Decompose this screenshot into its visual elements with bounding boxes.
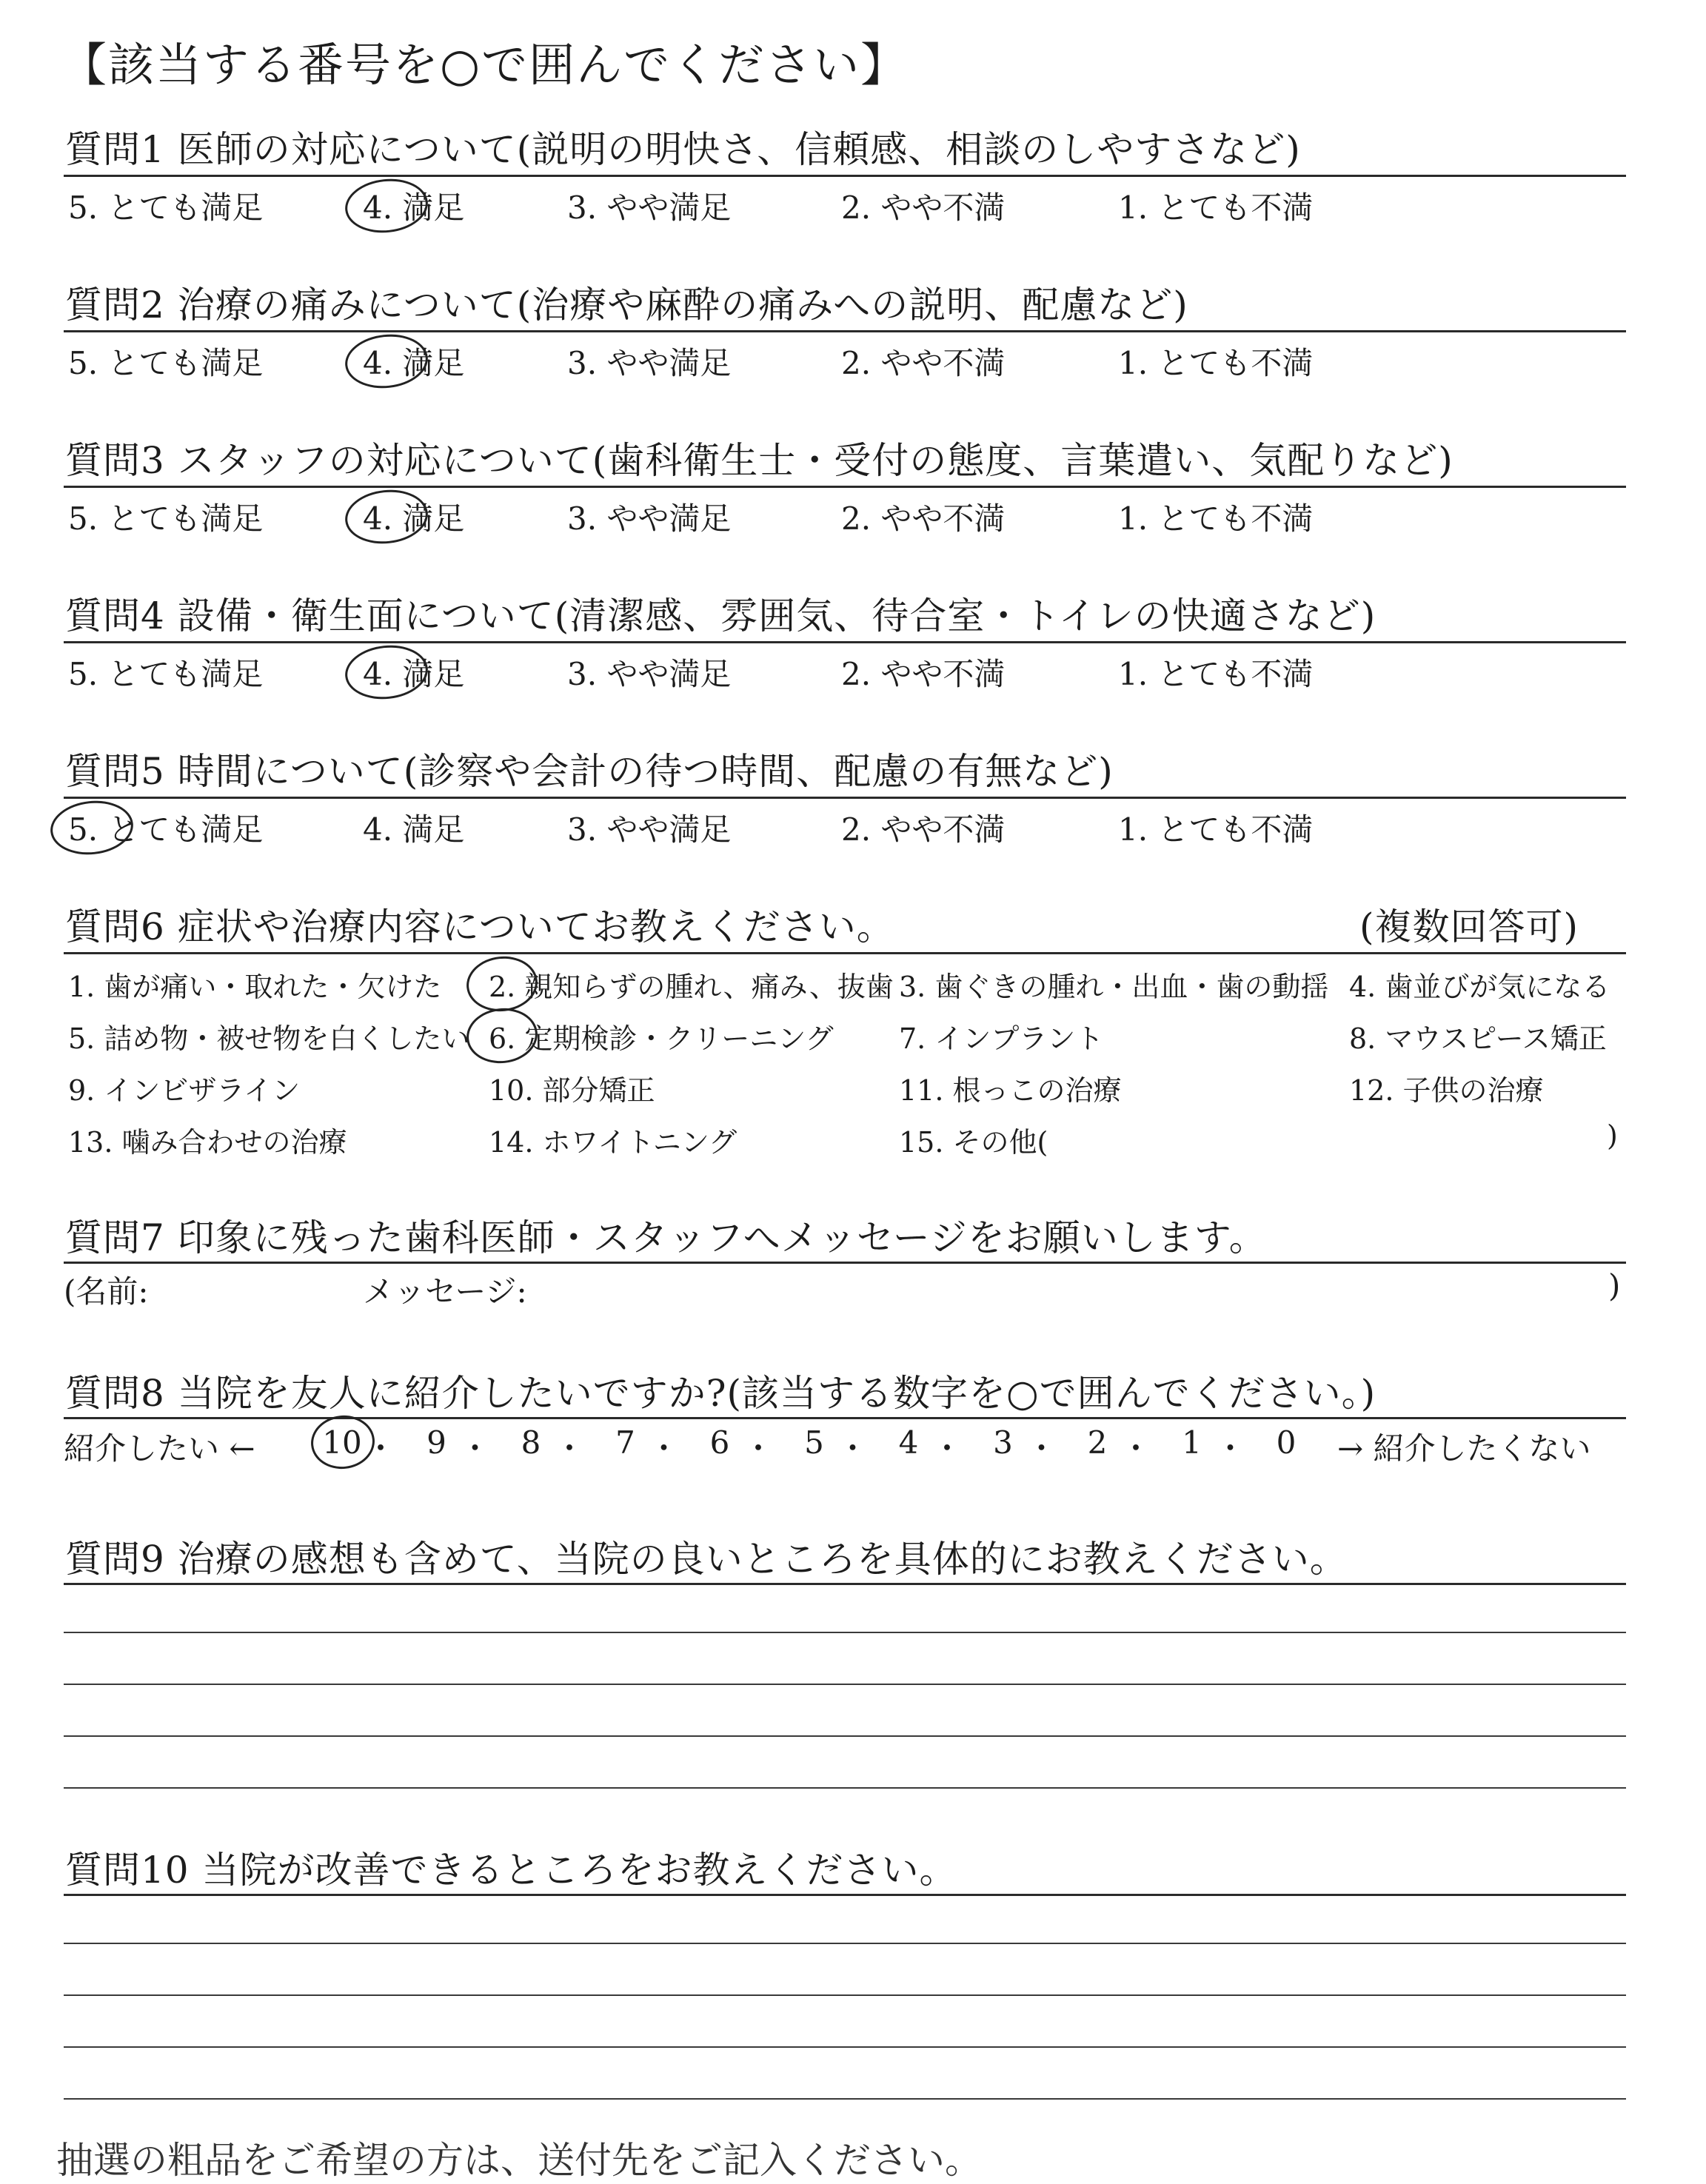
rating-option: 1. とても不満 — [1118, 500, 1314, 537]
rating-option: 2. やや不満 — [841, 500, 1006, 537]
answer-line — [64, 2046, 1626, 2048]
answer-line — [64, 1787, 1626, 1789]
question-9-title: 質問9 治療の感想も含めて、当院の良いところを具体的にお教えください。 — [65, 1538, 1348, 1581]
scale-value: 8 — [521, 1424, 541, 1461]
question-10-title: 質問10 当院が改善できるところをお教えください。 — [65, 1849, 957, 1892]
question-4-rule — [64, 641, 1626, 643]
rating-option: 5. とても満足 — [68, 500, 264, 537]
rating-option: 5. とても満足 — [68, 190, 264, 226]
scale-value: 3 — [993, 1424, 1013, 1461]
question-5-rule — [64, 797, 1626, 799]
symptom-option: 11. 根っこの治療 — [899, 1074, 1122, 1107]
scale-value: 6 — [709, 1424, 730, 1461]
scale-separator: ・ — [742, 1430, 774, 1467]
question-10-rule — [64, 1894, 1626, 1896]
rating-option: 5. とても満足 — [68, 345, 264, 381]
question-6-rule — [64, 952, 1626, 954]
scale-value: 2 — [1087, 1424, 1108, 1461]
scale-value: 0 — [1276, 1424, 1297, 1461]
symptom-option: 7. インプラント — [899, 1022, 1104, 1055]
scale-separator: ・ — [837, 1430, 869, 1467]
scale-value: 9 — [426, 1424, 446, 1461]
scale-value: 10 — [322, 1424, 362, 1461]
rating-option: 4. 満足 — [363, 500, 465, 537]
answer-line — [64, 1684, 1626, 1685]
name-label: (名前: — [64, 1273, 149, 1310]
footer-note: 抽選の粗品をご希望の方は、送付先をご記入ください。 — [56, 2139, 982, 2182]
recommend-left-label: 紹介したい ← — [64, 1430, 255, 1467]
question-1-title: 質問1 医師の対応について(説明の明快さ、信頼感、相談のしやすさなど) — [65, 128, 1301, 171]
answer-line — [64, 1735, 1626, 1737]
question-2-rule — [64, 330, 1626, 332]
rating-option: 4. 満足 — [363, 656, 465, 692]
selected-circle — [464, 1005, 540, 1067]
symptom-option: 6. 定期検診・クリーニング — [489, 1022, 834, 1055]
rating-option: 3. やや満足 — [567, 811, 732, 848]
question-6-note: (複数回答可) — [1359, 905, 1579, 948]
symptom-option: 1. 歯が痛い・取れた・欠けた — [68, 971, 442, 1003]
question-3-title: 質問3 スタッフの対応について(歯科衛生士・受付の態度、言葉遣い、気配りなど) — [65, 439, 1454, 482]
rating-option: 5. とても満足 — [68, 811, 264, 848]
answer-line — [64, 1632, 1626, 1633]
symptom-option: 2. 親知らずの腫れ、痛み、抜歯 — [489, 971, 894, 1003]
answer-line — [64, 1943, 1626, 1944]
selected-circle — [464, 953, 540, 1015]
question-8-title: 質問8 当院を友人に紹介したいですか?(該当する数字を○で囲んでください。) — [65, 1372, 1376, 1415]
recommend-right-label: → 紹介したくない — [1337, 1430, 1591, 1467]
question-6-title: 質問6 症状や治療内容についてお教えください。 — [65, 905, 894, 948]
rating-option: 1. とても不満 — [1118, 190, 1314, 226]
question-3-rule — [64, 486, 1626, 488]
symptom-option: 3. 歯ぐきの腫れ・出血・歯の動揺 — [899, 971, 1329, 1003]
message-label: メッセージ: — [363, 1273, 527, 1310]
question-9-rule — [64, 1583, 1626, 1585]
question-8-rule — [64, 1417, 1626, 1419]
symptom-option: 5. 詰め物・被せ物を白くしたい — [68, 1022, 470, 1055]
question-5-title: 質問5 時間について(診察や会計の待つ時間、配慮の有無など) — [65, 750, 1114, 793]
rating-option: 3. やや満足 — [567, 500, 732, 537]
rating-option: 3. やや満足 — [567, 345, 732, 381]
question-4-title: 質問4 設備・衛生面について(清潔感、雰囲気、待合室・トイレの快適さなど) — [65, 594, 1376, 637]
scale-value: 1 — [1182, 1424, 1202, 1461]
symptom-option: 13. 噛み合わせの治療 — [68, 1126, 347, 1159]
scale-separator: ・ — [648, 1430, 680, 1467]
rating-option: 1. とても不満 — [1118, 345, 1314, 381]
scale-separator: ・ — [364, 1430, 396, 1467]
rating-option: 3. やや満足 — [567, 656, 732, 692]
scale-value: 7 — [615, 1424, 635, 1461]
rating-option: 4. 満足 — [363, 190, 465, 226]
symptom-option: 10. 部分矯正 — [489, 1074, 655, 1107]
scale-separator: ・ — [1026, 1430, 1057, 1467]
rating-option: 1. とても不満 — [1118, 656, 1314, 692]
scale-separator: ・ — [459, 1430, 491, 1467]
scale-separator: ・ — [1120, 1430, 1151, 1467]
scale-value: 5 — [804, 1424, 824, 1461]
symptom-option: 15. その他( — [899, 1126, 1048, 1159]
rating-option: 4. 満足 — [363, 811, 465, 848]
question-7-rule — [64, 1262, 1626, 1264]
symptom-option: 4. 歯並びが気になる — [1349, 971, 1610, 1003]
rating-option: 5. とても満足 — [68, 656, 264, 692]
scale-separator: ・ — [553, 1430, 585, 1467]
question-2-title: 質問2 治療の痛みについて(治療や麻酔の痛みへの説明、配慮など) — [65, 284, 1188, 326]
answer-line — [64, 1994, 1626, 1996]
symptom-option: 14. ホワイトニング — [489, 1126, 737, 1159]
symptom-option: 9. インビザライン — [68, 1074, 301, 1107]
scale-separator: ・ — [931, 1430, 963, 1467]
answer-line — [64, 2098, 1626, 2100]
symptom-option: 12. 子供の治療 — [1349, 1074, 1544, 1107]
rating-option: 4. 満足 — [363, 345, 465, 381]
rating-option: 2. やや不満 — [841, 345, 1006, 381]
question-1-rule — [64, 175, 1626, 177]
rating-option: 1. とても不満 — [1118, 811, 1314, 848]
rating-option: 2. やや不満 — [841, 656, 1006, 692]
rating-option: 3. やや満足 — [567, 190, 732, 226]
symptom-option: 8. マウスピース矯正 — [1349, 1022, 1607, 1055]
rating-option: 2. やや不満 — [841, 811, 1006, 848]
scale-separator: ・ — [1214, 1430, 1246, 1467]
rating-option: 2. やや不満 — [841, 190, 1006, 226]
question-7-title: 質問7 印象に残った歯科医師・スタッフへメッセージをお願いします。 — [65, 1216, 1267, 1259]
scale-value: 4 — [898, 1424, 919, 1461]
other-close-paren: ) — [1607, 1119, 1618, 1152]
form-heading: 【該当する番号を○で囲んでください】 — [61, 38, 909, 92]
message-close-paren: ) — [1608, 1267, 1621, 1304]
